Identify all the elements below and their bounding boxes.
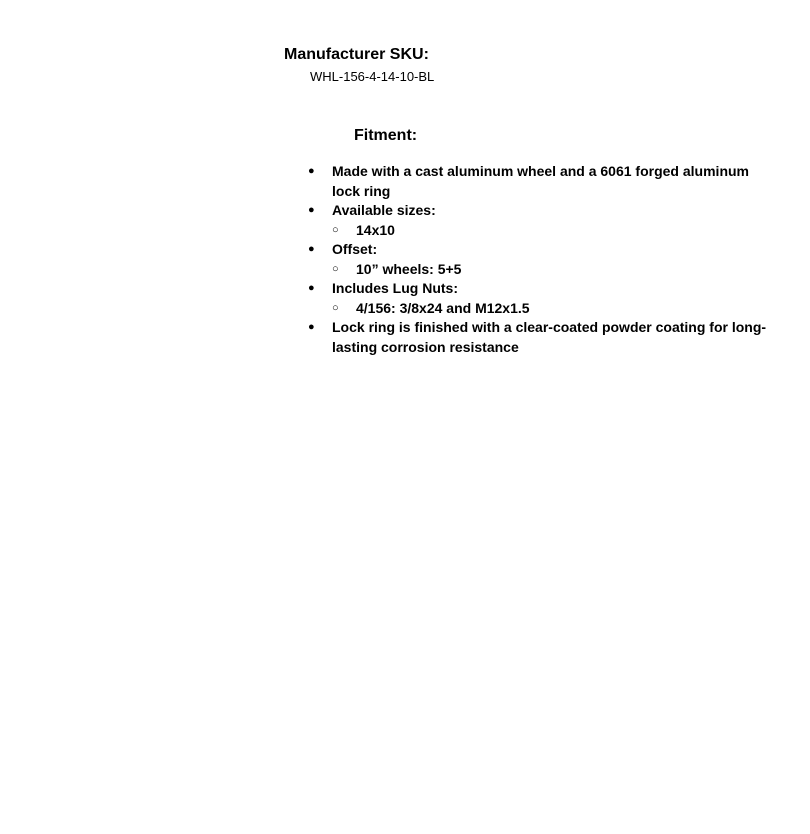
filled-circle-bullet-icon: ●: [308, 243, 315, 255]
sub-list-item: [308, 221, 768, 241]
list-item-text: Available sizes:: [332, 202, 436, 218]
filled-circle-bullet-icon: ●: [308, 321, 315, 333]
hollow-circle-bullet-icon: ○: [332, 262, 339, 275]
filled-circle-bullet-icon: ●: [308, 282, 315, 294]
sku-heading: Manufacturer SKU:: [284, 46, 429, 63]
fitment-list: [308, 162, 768, 357]
list-item-text: Made with a cast aluminum wheel and a 6061 forged aluminum lock ring: [332, 163, 749, 199]
list-item-text: Lock ring is finished with a clear-coated powder coating for long-lasting corrosion resistance: [332, 319, 767, 355]
list-item: [308, 240, 768, 279]
sub-list: [332, 299, 768, 319]
sub-list-item: [308, 260, 768, 280]
fitment-heading: Fitment:: [354, 127, 418, 144]
hollow-circle-bullet-icon: ○: [332, 223, 339, 236]
filled-circle-bullet-icon: ●: [308, 204, 315, 216]
filled-circle-bullet-icon: ●: [308, 165, 315, 177]
sub-list-item: [308, 299, 768, 319]
sku-value: WHL-156-4-14-10-BL: [310, 69, 435, 84]
sub-list-item-text: 14x10: [356, 221, 395, 238]
sub-list: [332, 221, 768, 241]
sub-list-item-text: 4/156: 3/8x24 and M12x1.5: [356, 299, 530, 316]
list-item-text: Includes Lug Nuts:: [332, 280, 458, 296]
sub-list: [332, 260, 768, 280]
list-item-text: Offset:: [332, 241, 378, 257]
list-item: [308, 201, 768, 240]
list-item: [308, 318, 768, 357]
list-item: [308, 279, 768, 318]
hollow-circle-bullet-icon: ○: [332, 301, 339, 314]
sub-list-item-text: 10” wheels: 5+5: [356, 260, 462, 277]
list-item: [308, 162, 768, 201]
